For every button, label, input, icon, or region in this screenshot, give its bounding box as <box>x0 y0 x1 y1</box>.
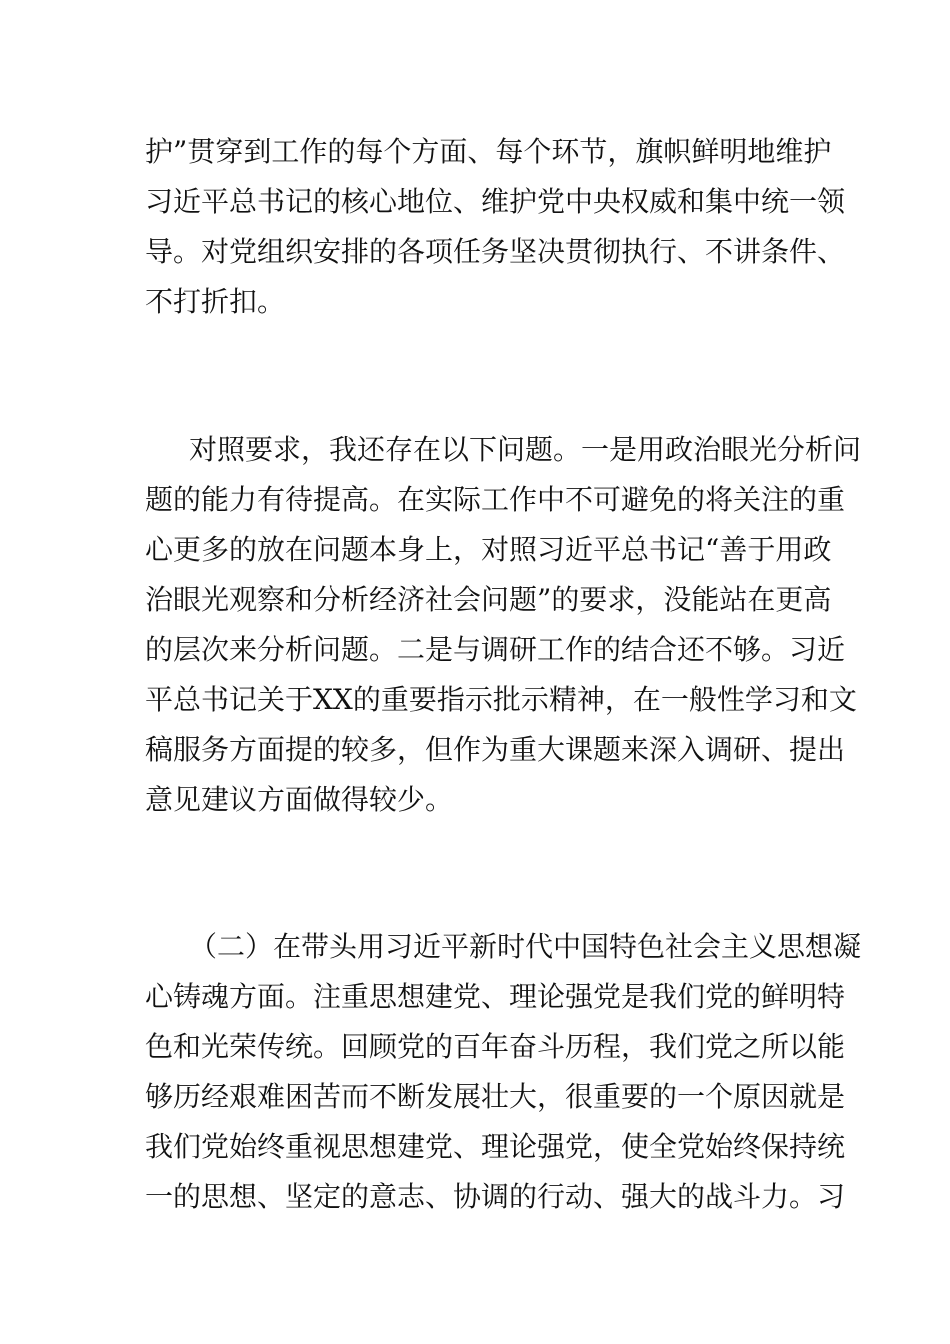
paragraph-2-line-4: 治眼光观察和分析经济社会问题”的要求，没能站在更高 <box>145 583 832 616</box>
paragraph-3-line-4: 够历经艰难困苦而不断发展壮大，很重要的一个原因就是 <box>145 1080 846 1113</box>
paragraph-3-line-1: （二）在带头用习近平新时代中国特色社会主义思想凝 <box>189 930 862 963</box>
paragraph-3-line-3: 色和光荣传统。回顾党的百年奋斗历程，我们党之所以能 <box>145 1030 846 1063</box>
paragraph-2-line-2: 题的能力有待提高。在实际工作中不可避免的将关注的重 <box>145 483 846 516</box>
paragraph-1-line-4: 不打折扣。 <box>145 285 286 318</box>
paragraph-3-line-6: 一的思想、坚定的意志、协调的行动、强大的战斗力。习 <box>145 1180 846 1213</box>
paragraph-2-line-8: 意见建议方面做得较少。 <box>145 783 454 816</box>
paragraph-3-line-5: 我们党始终重视思想建党、理论强党，使全党始终保持统 <box>145 1130 846 1163</box>
paragraph-2-line-1: 对照要求，我还存在以下问题。一是用政治眼光分析问 <box>189 433 862 466</box>
paragraph-1-line-1: 护”贯穿到工作的每个方面、每个环节，旗帜鲜明地维护 <box>145 135 832 168</box>
paragraph-1-line-3: 导。对党组织安排的各项任务坚决贯彻执行、不讲条件、 <box>145 235 846 268</box>
paragraph-1-line-2: 习近平总书记的核心地位、维护党中央权威和集中统一领 <box>145 185 846 218</box>
paragraph-2-line-3: 心更多的放在问题本身上，对照习近平总书记“善于用政 <box>145 533 832 566</box>
paragraph-2-line-6: 平总书记关于XX的重要指示批示精神，在一般性学习和文 <box>145 683 857 716</box>
paragraph-3-line-2: 心铸魂方面。注重思想建党、理论强党是我们党的鲜明特 <box>145 980 846 1013</box>
paragraph-2-line-5: 的层次来分析问题。二是与调研工作的结合还不够。习近 <box>145 633 846 666</box>
paragraph-2-line-7: 稿服务方面提的较多，但作为重大课题来深入调研、提出 <box>145 733 846 766</box>
